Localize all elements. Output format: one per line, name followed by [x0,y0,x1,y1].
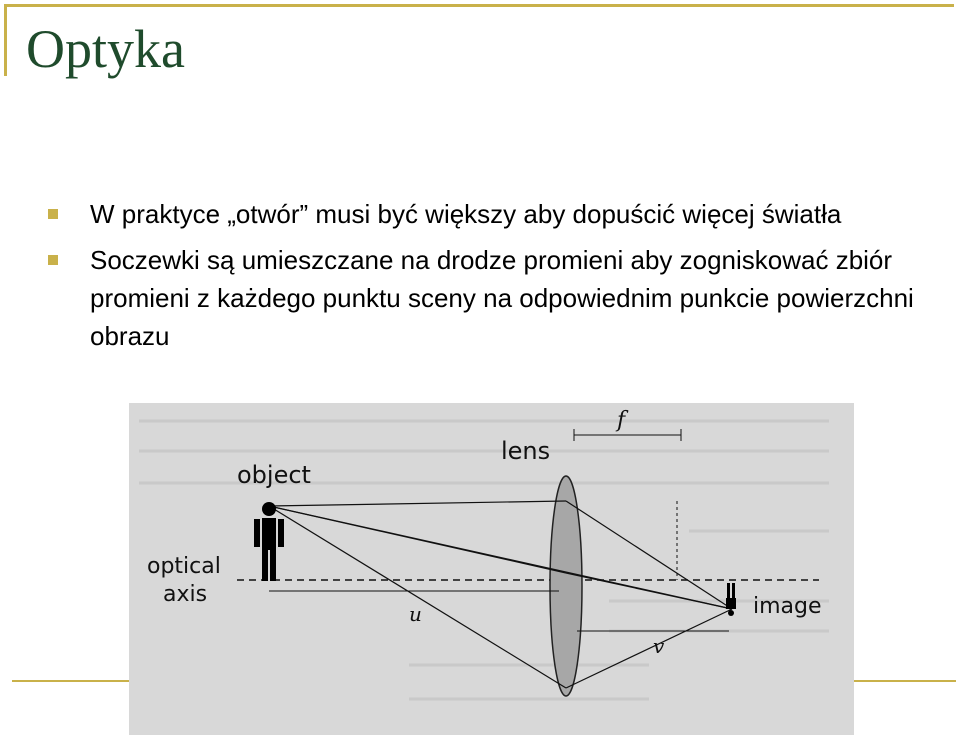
image-label: image [753,594,822,619]
bullet-item-2 [48,241,938,355]
bullet-item-1 [48,195,938,233]
u-label: u [409,602,422,626]
light-rays [269,501,732,688]
f-label: f [617,408,626,433]
lens-label: lens [501,437,551,465]
person-object-icon [254,502,284,581]
object-label: object [237,461,311,489]
bullet-text: Soczewki są umieszczane na drodze promieni aby zogniskować zbiór promieni z każdego punktu sceny na odpowiednim punkcie powierzchni obrazu [90,245,914,351]
lens-diagram-svg [129,403,854,735]
bullet-text: W praktyce „otwór” musi być większy aby dopuścić więcej światła [90,199,842,229]
f-dimension [574,429,681,441]
optical-axis-label-line2: axis [163,582,208,607]
optical-axis-label-line1: optical [147,554,221,579]
slide-title: Optyka [26,19,185,79]
lens-diagram [129,403,854,735]
top-rule [6,4,954,7]
square-bullet-icon [48,255,58,265]
bullet-list [48,195,938,363]
left-rule [4,4,7,76]
v-label: v [653,634,665,658]
square-bullet-icon [48,209,58,219]
